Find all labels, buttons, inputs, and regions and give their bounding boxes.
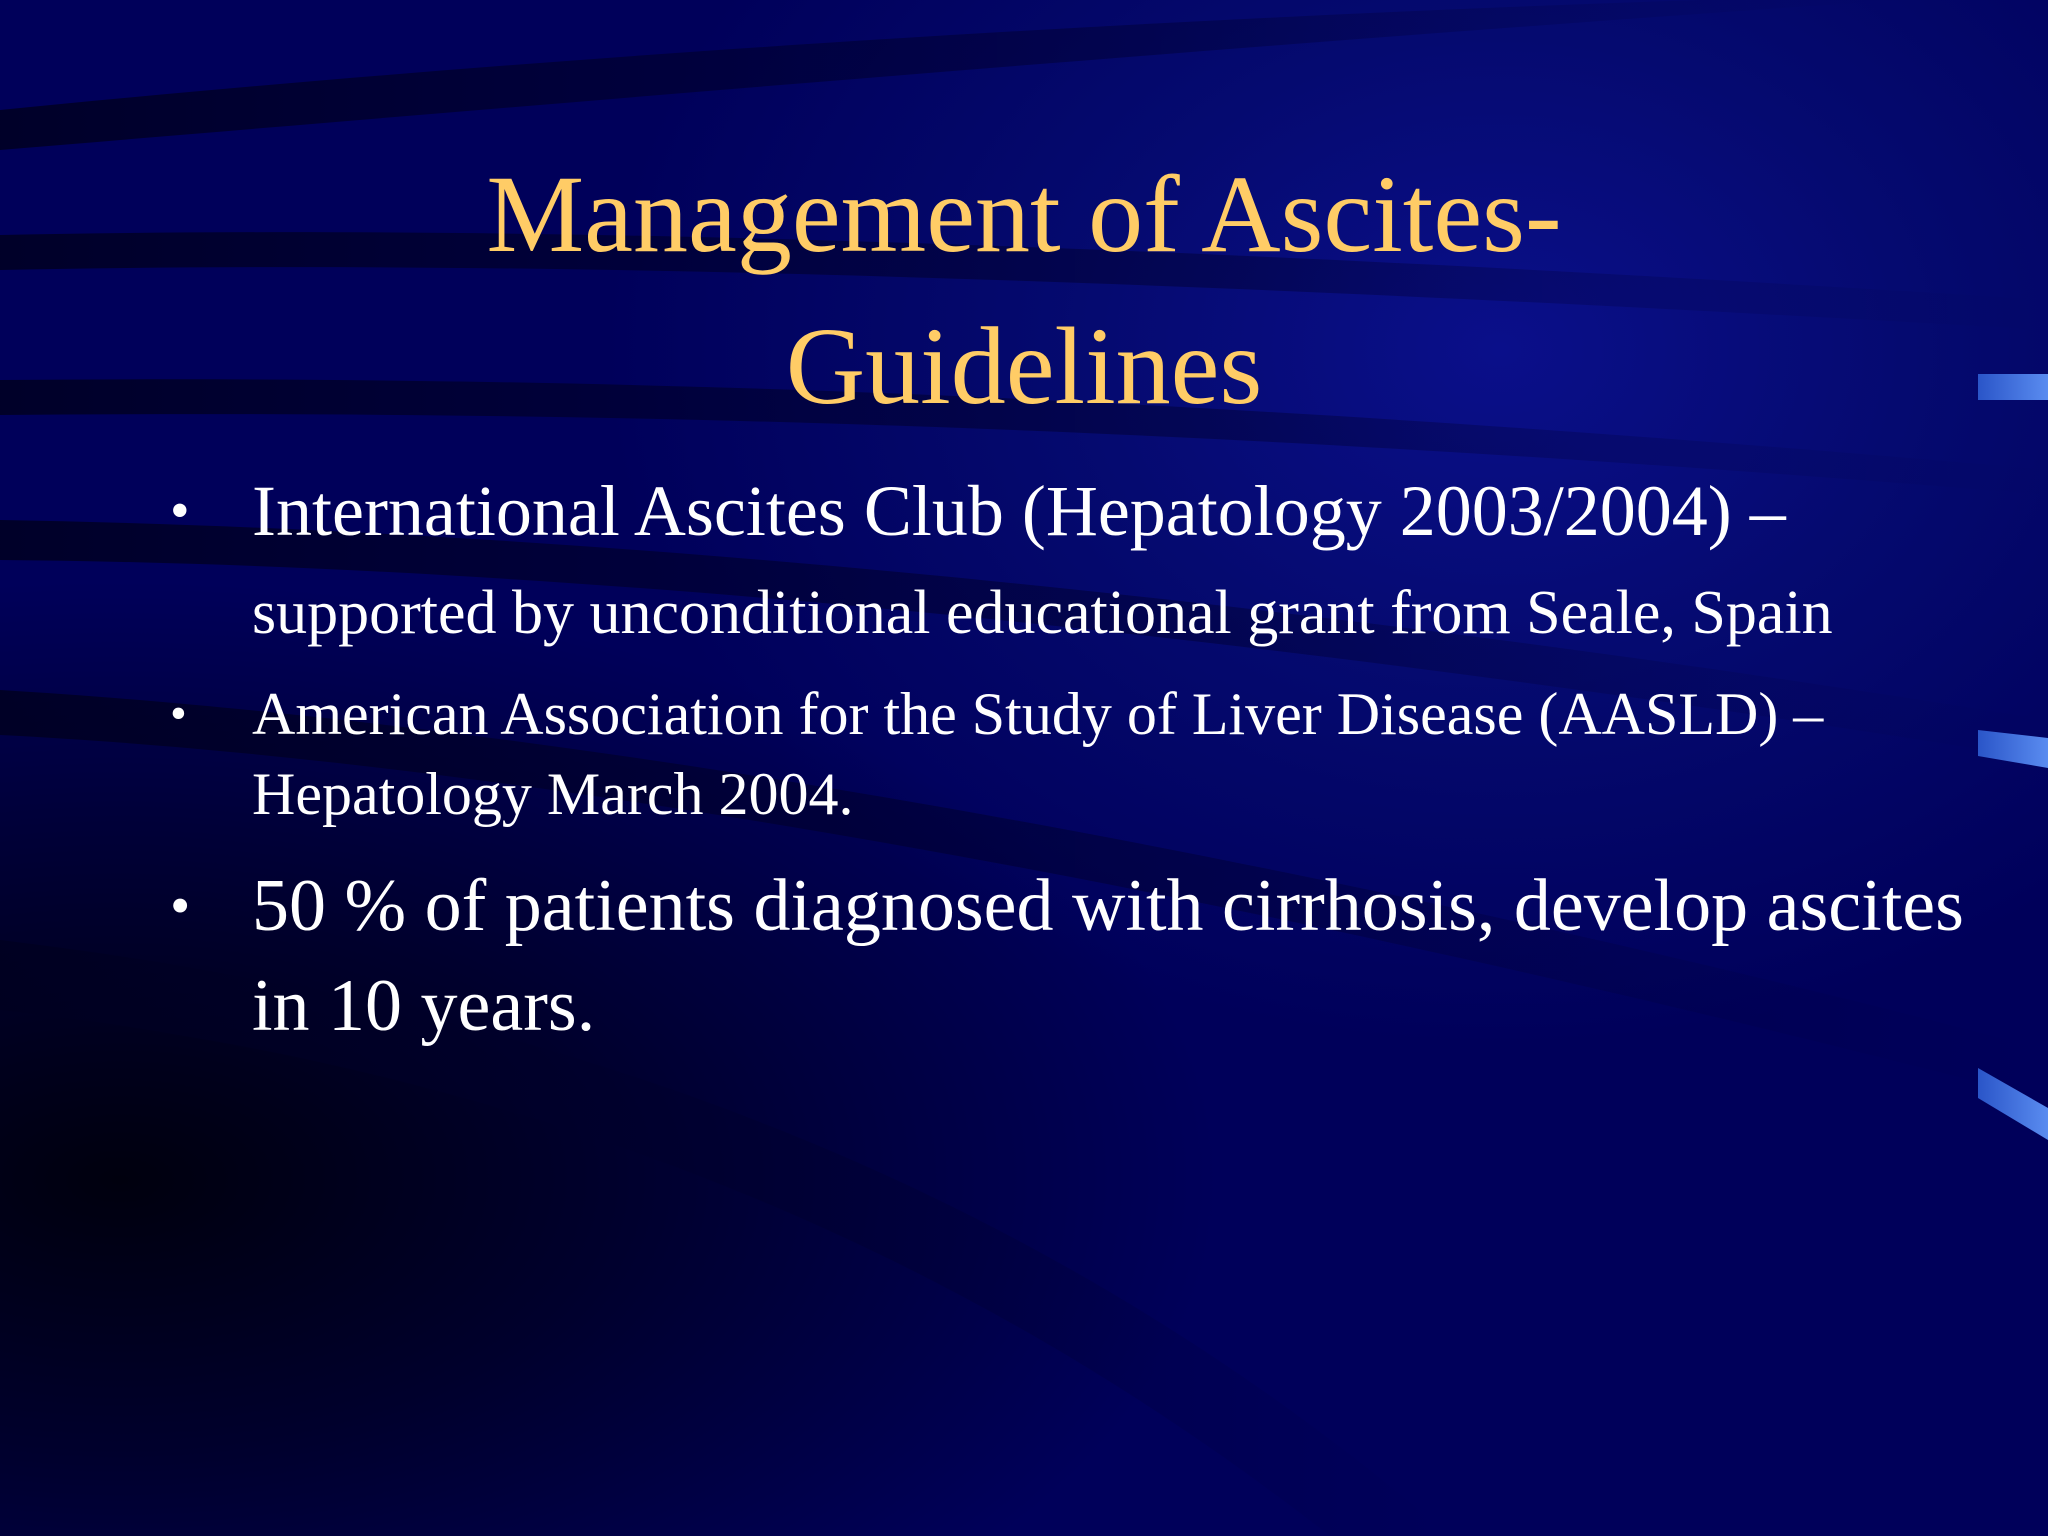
title-line-1: Management of Ascites- xyxy=(486,153,1562,275)
bullet-item-3 xyxy=(170,856,1970,1056)
bullet-1-dash: – xyxy=(1731,471,1786,551)
bullet-dot: • xyxy=(170,480,190,542)
bullet-list xyxy=(170,462,1970,1056)
bullet-dot: • xyxy=(170,873,191,938)
slide-title xyxy=(0,138,2048,442)
bullet-item-1 xyxy=(170,462,1970,658)
bullet-1-main: International Ascites Club (Hepatology 2003/2004) xyxy=(252,471,1732,551)
bullet-dot: • xyxy=(170,687,187,740)
bullet-2-text: American Association for the Study of Liver Disease (AASLD) – Hepatology March 2004. xyxy=(252,681,1824,827)
bullet-3-text: 50 % of patients diagnosed with cirrhosis, develop ascites in 10 years. xyxy=(252,865,1964,1047)
bullet-1-detail: supported by unconditional educational grant from Seale, Spain xyxy=(252,579,1833,647)
bullet-item-2 xyxy=(170,674,1970,834)
title-line-2: Guidelines xyxy=(785,305,1263,427)
